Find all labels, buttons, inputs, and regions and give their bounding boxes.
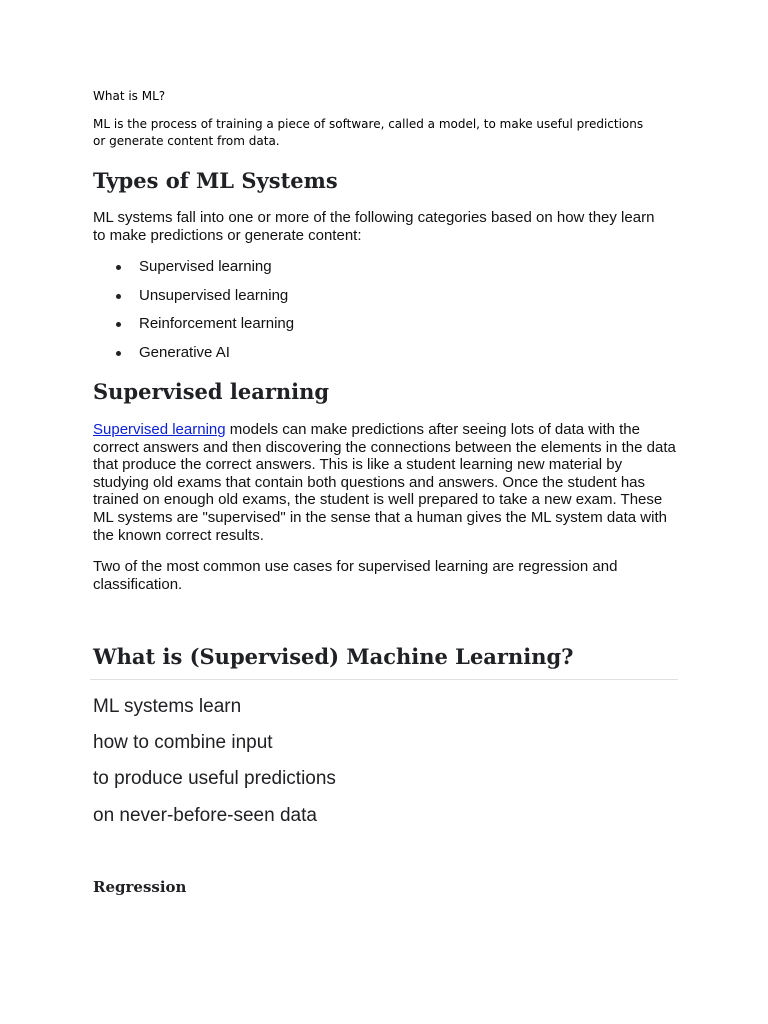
bullet-icon: [116, 265, 121, 270]
bullet-icon: [116, 294, 121, 299]
types-heading: Types of ML Systems: [93, 168, 338, 193]
list-item: [93, 313, 294, 342]
list-item-label: Unsupervised learning: [139, 286, 289, 304]
list-item-label: Reinforcement learning: [139, 315, 295, 333]
list-item-label: Generative AI: [139, 343, 230, 361]
ml-types-list: [93, 256, 294, 370]
supervised-paragraph-text: models can make predictions after seeing lots of data with the correct answers and then discovering the connections between the elements in the data that produce the correct answers. This is like a student learning new material by studying old exams that contain both questions and answers. Once the student has trained on enough old exams, the student is well prepared to take a new exam. These ML systems are "supervised" in the sense that a human gives the ML system data with the known correct results.: [93, 421, 676, 544]
supervised-paragraph: [93, 421, 679, 544]
regression-heading: Regression: [93, 878, 187, 896]
supervised-learning-link[interactable]: Supervised learning: [93, 421, 226, 438]
types-paragraph: ML systems fall into one or more of the following categories based on how they learn to make predictions or generate content:: [93, 209, 655, 244]
list-item-label: Supervised learning: [139, 258, 272, 275]
bullet-icon: [116, 351, 121, 356]
summary-line: to produce useful predictions: [93, 768, 336, 789]
summary-line: ML systems learn: [93, 696, 242, 717]
list-item: [93, 342, 294, 371]
use-cases-paragraph: Two of the most common use cases for supervised learning are regression and classification.: [93, 558, 618, 593]
what-is-heading: What is (Supervised) Machine Learning?: [93, 644, 574, 669]
bullet-icon: [116, 322, 121, 327]
section-divider: [90, 679, 678, 680]
supervised-heading: Supervised learning: [93, 379, 330, 404]
list-item: [93, 285, 294, 314]
summary-line: how to combine input: [93, 732, 273, 753]
summary-line: on never-before-seen data: [93, 805, 317, 826]
list-item: [93, 256, 294, 285]
intro-question: What is ML?: [93, 89, 166, 103]
intro-definition: ML is the process of training a piece of software, called a model, to make useful predictions or generate content from data.: [93, 117, 644, 148]
